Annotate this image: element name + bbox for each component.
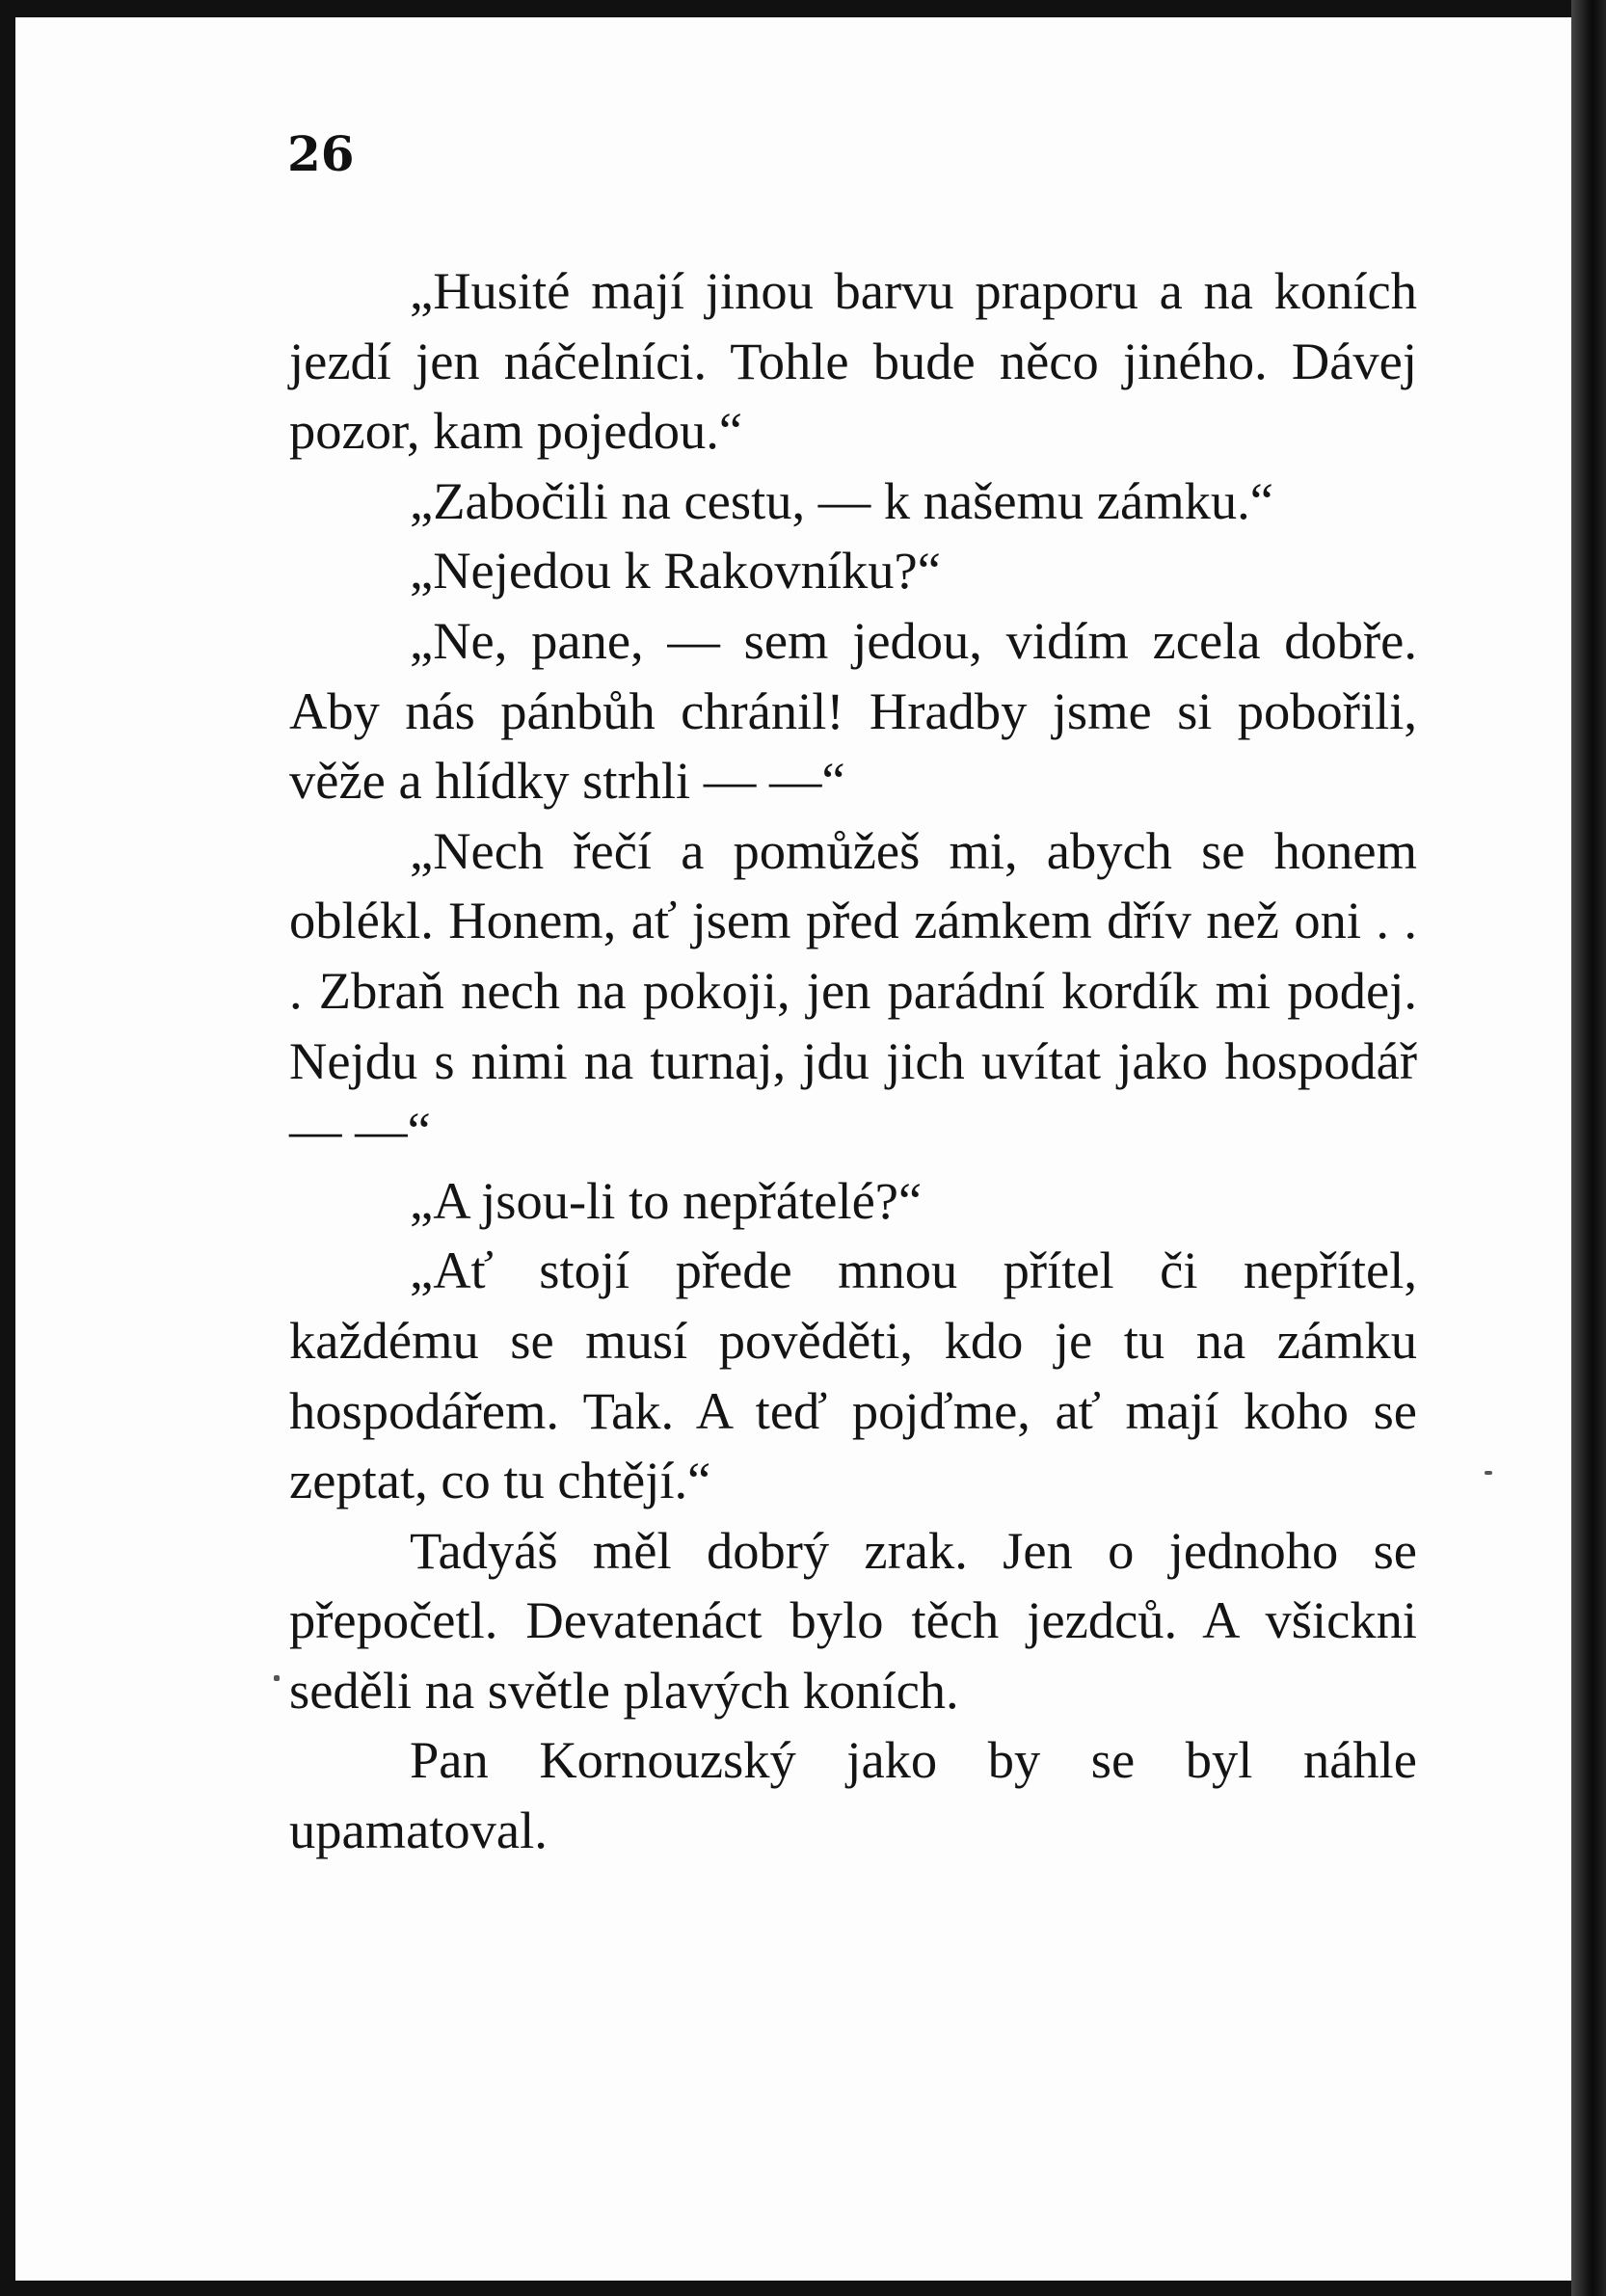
paragraph: „A jsou-li to nepřátelé?“ (410, 1170, 923, 1230)
page-number: 26 (287, 125, 355, 182)
scan-speck (274, 1675, 280, 1681)
book-spine-edge (1571, 0, 1606, 2296)
book-page (15, 17, 1571, 2281)
scan-speck (1485, 1471, 1492, 1475)
paragraph: „Ne, pane, — sem jedou, vidím zcela dobře. Aby nás pánbůh chránil! Hradby jsme si pobořili, věže a hlídky strhli — —“ (289, 610, 1417, 811)
body-text (289, 256, 1417, 1866)
paragraph: Tadyáš měl dobrý zrak. Jen o jednoho se přepočetl. Devatenáct bylo těch jezdců. A všickni seděli na světle plavých koních. (289, 1520, 1417, 1720)
paragraph: „Nejedou k Rakovníku?“ (410, 541, 941, 601)
paragraph: „Nech řečí a pomůžeš mi, abych se honem oblékl. Honem, ať jsem před zámkem dřív než oni . . . Zbraň nech na pokoji, jen parádní kordík mi podej. Nejdu s nimi na turnaj, jdu jich uvítat jako hospodář — —“ (289, 820, 1417, 1161)
paragraph: „Ať stojí přede mnou přítel či nepřítel, každému se musí pověděti, kdo je tu na zámku hospodářem. Tak. A teď pojďme, ať mají koho se zeptat, co tu chtějí.“ (289, 1241, 1417, 1510)
paragraph: „Husité mají jinou barvu praporu a na koních jezdí jen náčelníci. Tohle bude něco jiného. Dávej pozor, kam pojedou.“ (289, 261, 1417, 461)
paragraph: Pan Kornouzský jako by se byl náhle upamatoval. (289, 1730, 1417, 1860)
paragraph: „Zabočili na cestu, — k našemu zámku.“ (410, 470, 1273, 530)
